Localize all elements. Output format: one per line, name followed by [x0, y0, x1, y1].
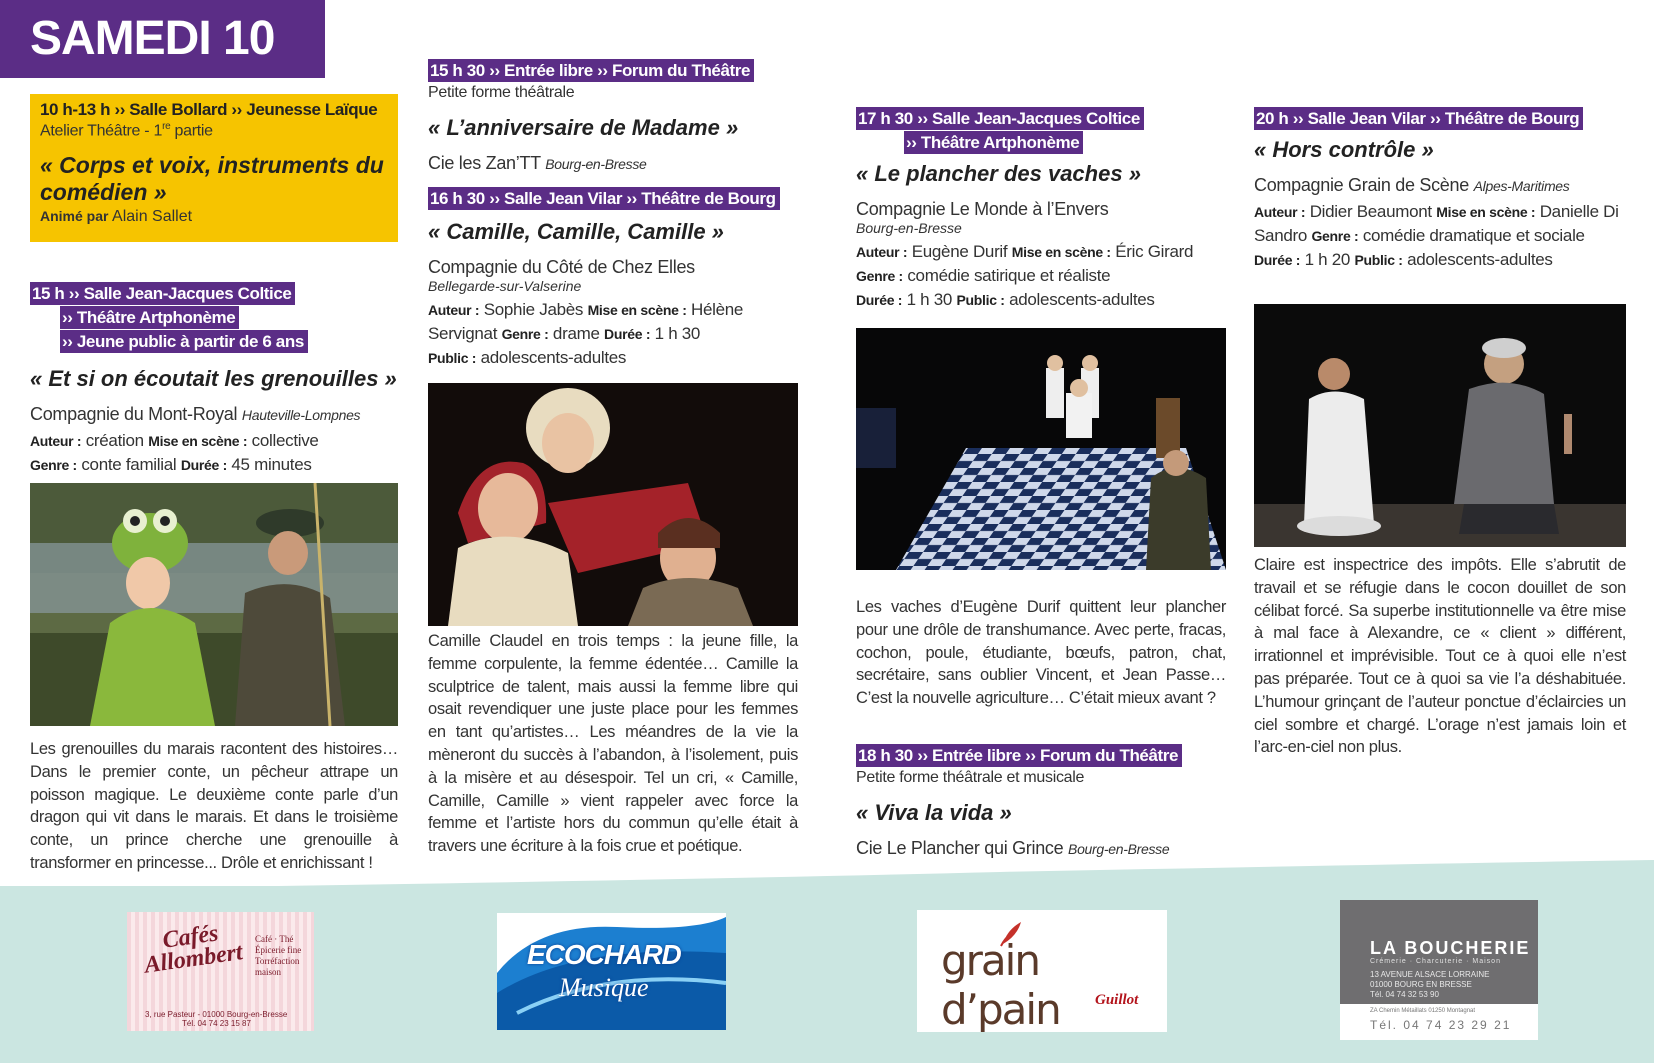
event-title: « Hors contrôle » [1254, 137, 1434, 162]
event-place: Bellegarde-sur-Valserine [428, 278, 582, 294]
day-banner: SAMEDI 10 [0, 0, 325, 78]
photo-grenouilles [30, 483, 398, 726]
ecochard-swoosh-icon [497, 913, 726, 1030]
logo-cafes-allombert: Cafés Allombert Café · Thé Épicerie fine Torréfaction maison 3, rue Pasteur - 01000 Bourg-en-Bresse Tél. 04 74 23 15 87 [127, 912, 314, 1031]
event-place: Bourg-en-Bresse [856, 220, 962, 236]
event-time-tag: 16 h 30 ›› Salle Jean Vilar ›› Théâtre de Bourg [428, 187, 780, 210]
atelier-subtitle: Atelier Théâtre - 1re partie [40, 121, 213, 140]
event-credits: Auteur : Sophie Jabès Mise en scène : Hélène Servignat Genre : drame Durée : 1 h 30 Public : adolescents-adultes [428, 300, 744, 367]
event-credits: Auteur : Eugène Durif Mise en scène : Éric Girard Genre : comédie satirique et réaliste Durée : 1 h 30 Public : adolescents-adultes [856, 242, 1194, 309]
event-anniversaire [428, 59, 798, 174]
event-description: Camille Claudel en trois temps : la jeune fille, la femme corpulente, la femme édentée… Camille la sculptrice de talent, mais aussi la femme libre qui osait revendiquer une juste place pour les femmes en tant qu’artistes… Les méandres de la vie la mèneront du succès à l’abandon, à l’isolement, puis à la misère et au désespoir. Tel un cri, « Camille, Camille, Camille » vient rappeler avec force la femme et l’artiste hors du commun qu’elle était à travers une écriture à la fois crue et poétique. [428, 632, 798, 856]
logo-la-boucherie: LA BOUCHERIE Crémerie · Charcuterie · Maison 13 AVENUE ALSACE LORRAINE 01000 BOURG EN BRESSE Tél. 04 74 32 53 90 ZA Chemin Métaillats 01250 Montagnat Tél. 04 74 23 29 21 [1340, 900, 1538, 1040]
logo-ecochard: ECOCHARD Musique [497, 913, 726, 1030]
event-time-tag: 20 h ›› Salle Jean Vilar ›› Théâtre de Bourg [1254, 107, 1583, 130]
atelier-animator: Animé par Alain Sallet [40, 208, 193, 226]
event-audience-tag: ›› Jeune public à partir de 6 ans [60, 330, 308, 353]
event-company: Compagnie Le Monde à l’Envers [856, 199, 1109, 219]
event-hors-controle [1254, 107, 1626, 272]
event-form: Petite forme théâtrale [428, 84, 575, 101]
atelier-header: 10 h-13 h ›› Salle Bollard ›› Jeunesse Laïque [40, 100, 378, 119]
photo-hors-controle [1254, 304, 1626, 547]
event-company: Compagnie Grain de Scène Alpes-Maritimes [1254, 175, 1570, 195]
event-time-tag: 17 h 30 ›› Salle Jean-Jacques Coltice [856, 107, 1144, 130]
photo-camille [428, 383, 798, 626]
atelier-box [30, 94, 398, 242]
event-description: Claire est inspectrice des impôts. Elle s’abrutit de travail et se réfugie dans le cocon douillet de son célibat forcé. Sa superbe institutionnelle va être mise à mal face à Alexandre, ce « client » différent, irrationnel et imprévisible. Tout ce à quoi elle n’est pas préparée. Tout ce à quoi sa vie l’a déshabituée. L’humour grinçant de l’auteur ponctue d’éclaircies un ciel sombre et chargé. L’orage n’est jamais loin et l’arc-en-ciel non plus. [1254, 556, 1626, 757]
event-description: Les grenouilles du marais racontent des histoires… Dans le premier conte, un pêcheur attrape un poisson magique. Le deuxième conte parle d’un dragon qui vit dans le marais. Et dans le troisième conte, un prince cherche une grenouille à transformer en princesse... Drôle et enrichissant ! [30, 740, 398, 872]
event-credits: Auteur : création Mise en scène : collective Genre : conte familial Durée : 45 minutes [30, 431, 319, 474]
atelier-title: « Corps et voix, instruments du comédien » [40, 152, 384, 206]
event-time-tag: 15 h ›› Salle Jean-Jacques Coltice [30, 282, 295, 305]
event-title: « L’anniversaire de Madame » [428, 115, 739, 140]
event-title: « Et si on écoutait les grenouilles » [30, 366, 397, 391]
event-time-tag: 18 h 30 ›› Entrée libre ›› Forum du Théâtre [856, 744, 1182, 767]
event-plancher [856, 107, 1226, 312]
event-title: « Le plancher des vaches » [856, 161, 1141, 186]
event-form: Petite forme théâtrale et musicale [856, 769, 1085, 786]
event-credits: Auteur : Didier Beaumont Mise en scène : Danielle Di Sandro Genre : comédie dramatique et sociale Durée : 1 h 20 Public : adolescents-adultes [1254, 202, 1619, 269]
event-org-tag: ›› Théâtre Artphonème [904, 131, 1083, 154]
event-camille [428, 187, 798, 370]
logo-grain-dpain: grain d’pain Guillot [917, 910, 1167, 1032]
event-company: Cie Le Plancher qui Grince Bourg-en-Bresse [856, 838, 1170, 858]
event-time-tag: 15 h 30 ›› Entrée libre ›› Forum du Théâtre [428, 59, 754, 82]
event-title: « Camille, Camille, Camille » [428, 219, 724, 244]
event-description: Les vaches d’Eugène Durif quittent leur plancher pour une drôle de transhumance. Avec perte, fracas, cochon, poule, étudiante, bœufs, patron, chat, secrétaire, sans oublier Vincent, et Jean Passe… C’est la nouvelle agriculture… C’était mieux avant ? [856, 598, 1226, 708]
event-grenouilles [30, 282, 398, 477]
event-viva [856, 744, 1226, 859]
event-org-tag: ›› Théâtre Artphonème [60, 306, 239, 329]
event-company: Compagnie du Mont-Royal Hauteville-Lompnes [30, 404, 361, 424]
photo-plancher [856, 328, 1226, 570]
event-company: Cie les Zan’TT Bourg-en-Bresse [428, 153, 647, 173]
event-title: « Viva la vida » [856, 800, 1012, 825]
event-company: Compagnie du Côté de Chez Elles [428, 257, 695, 277]
